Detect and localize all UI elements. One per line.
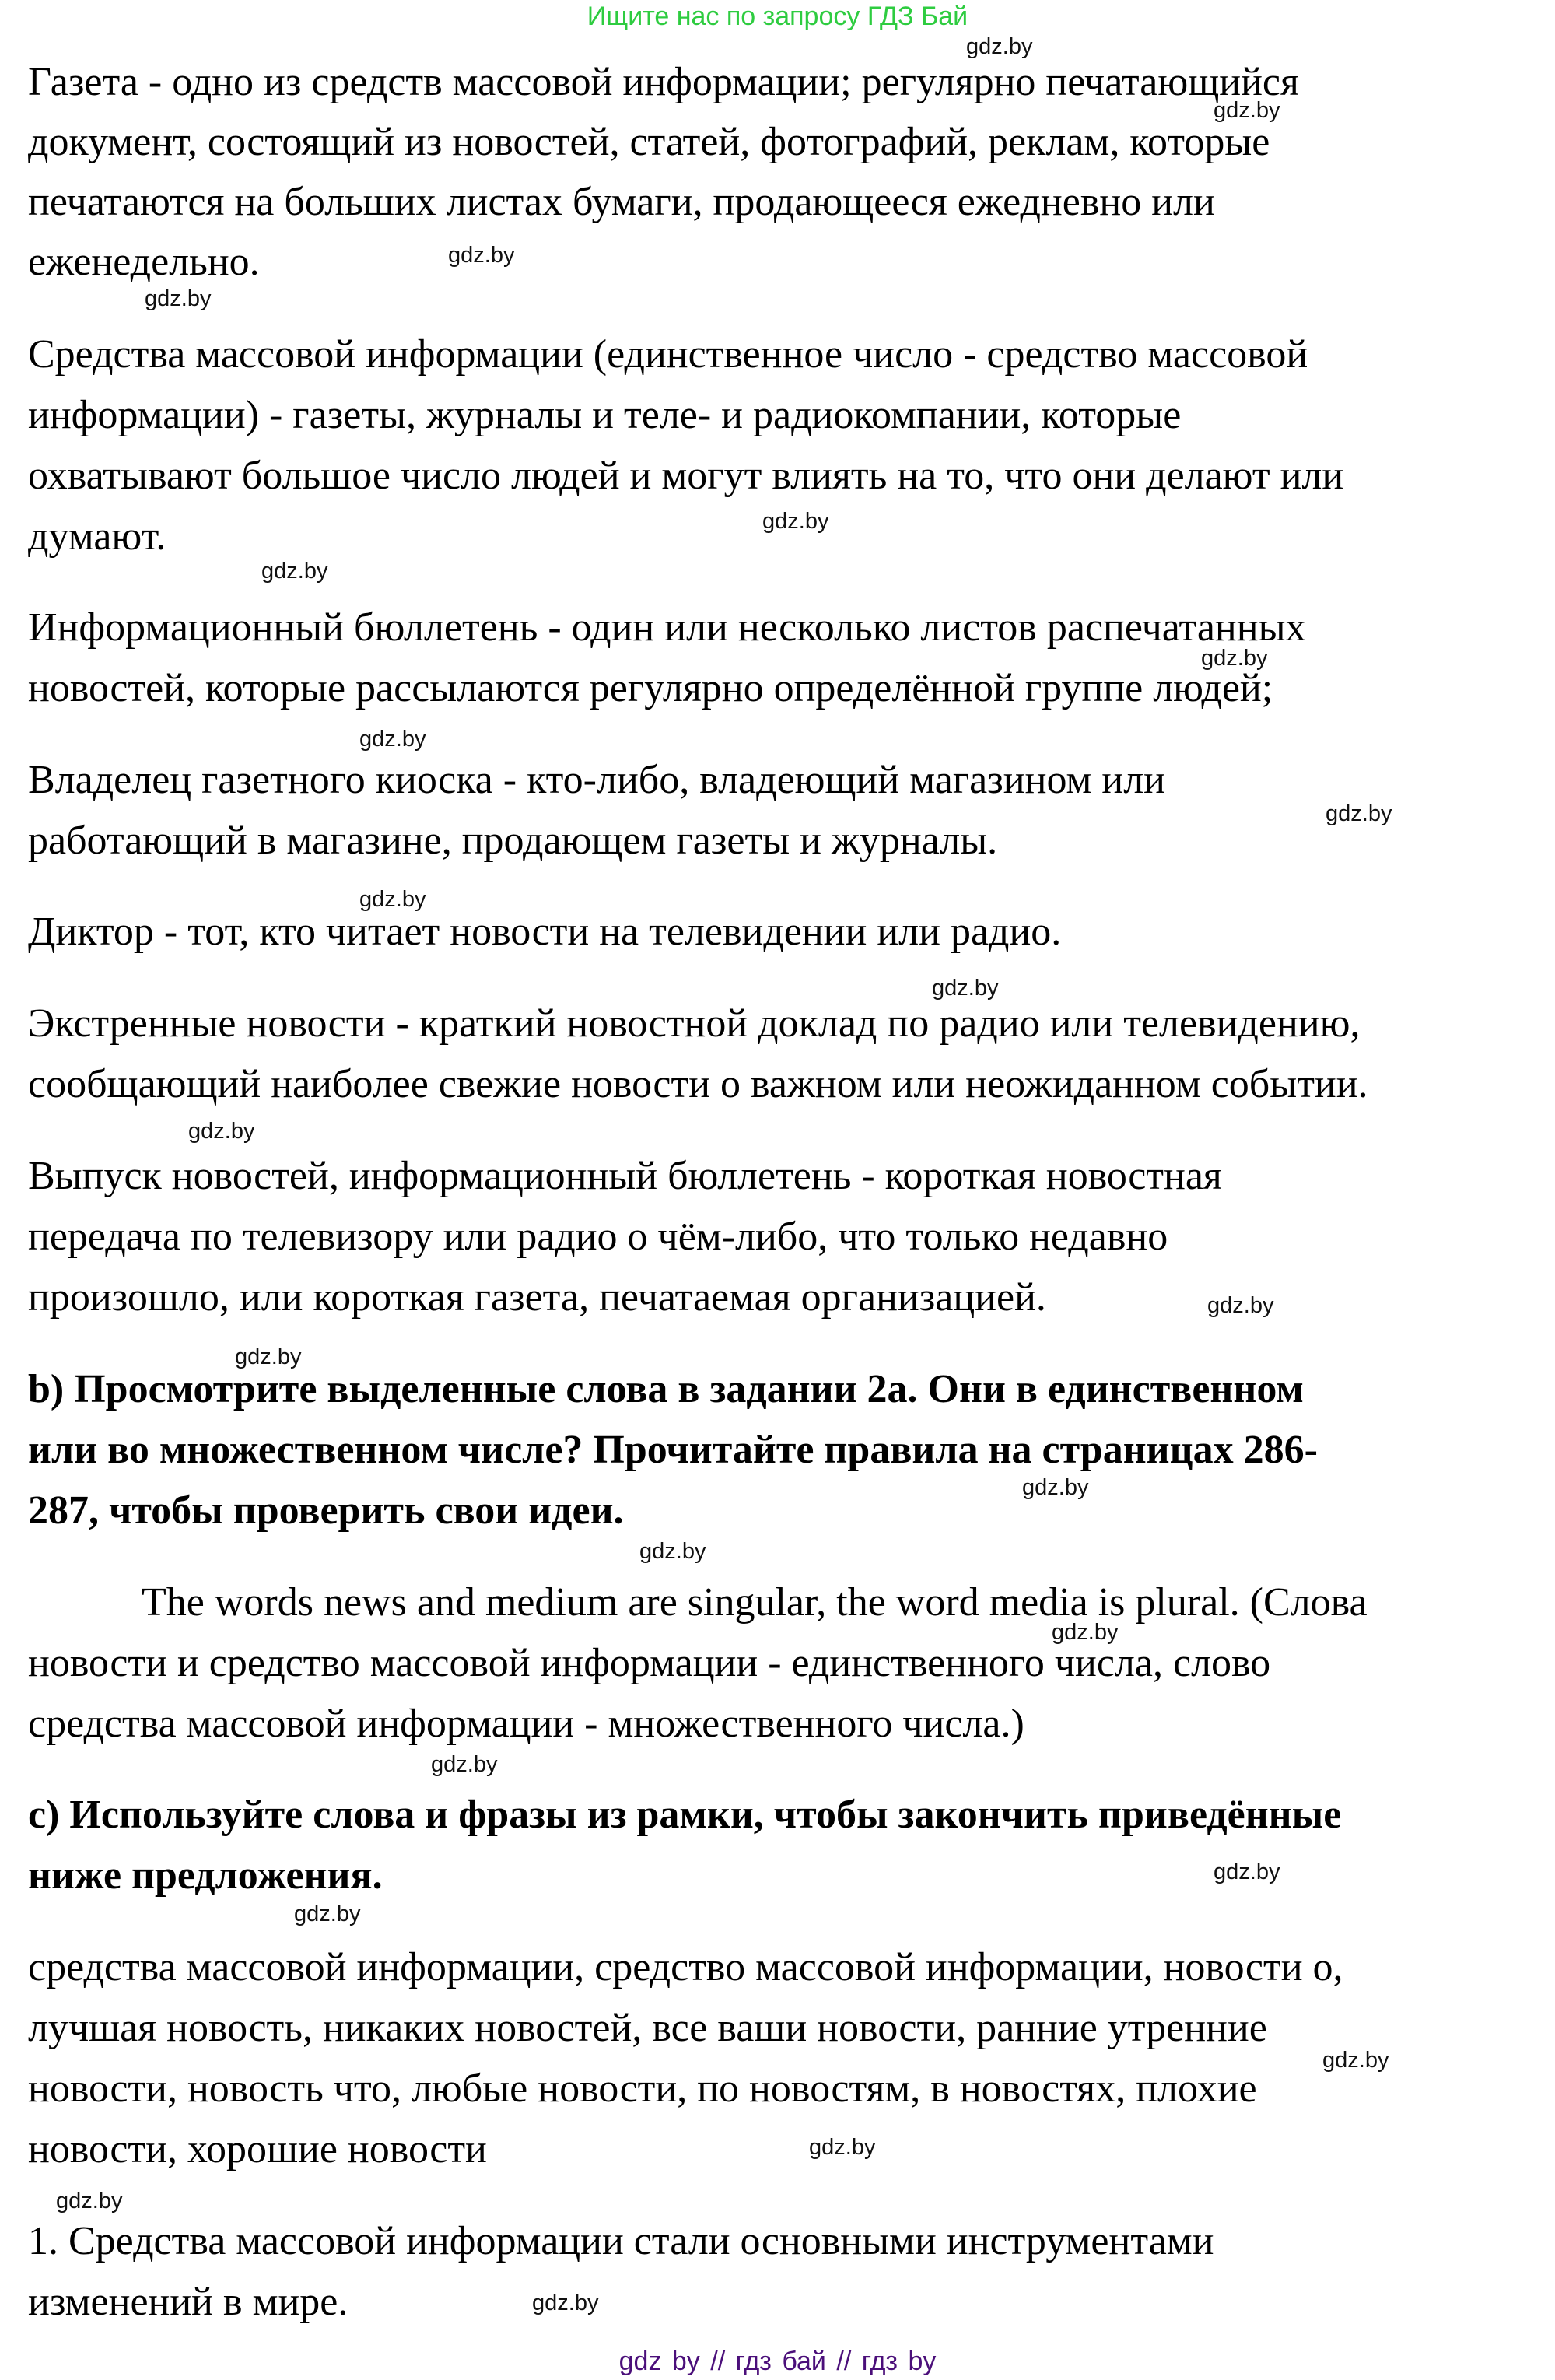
watermark: gdz.by — [1207, 1293, 1274, 1318]
watermark: gdz.by — [145, 286, 212, 311]
definition-newspaper-line-1: Газета - одно из средств массовой информации; регулярно печатающийся — [28, 60, 1299, 104]
definition-newsagent-line-1: Владелец газетного киоска - кто-либо, владеющий магазином или — [28, 758, 1165, 802]
definition-newspaper-line-3: печатаются на больших листах бумаги, продающееся ежедневно или — [28, 180, 1215, 224]
definition-newsreader-line-1: Диктор - тот, кто читает новости на телевидении или радио. — [28, 910, 1062, 954]
definition-newsflash-line-1: Экстренные новости - краткий новостной доклад по радио или телевидению, — [28, 1001, 1361, 1046]
word-box-line-4: новости, хорошие новости — [28, 2127, 487, 2171]
watermark: gdz.by — [762, 509, 829, 534]
answer-c-line-1: 1. Средства массовой информации стали основными инструментами — [28, 2219, 1214, 2263]
definition-media-line-4: думают. — [28, 514, 166, 559]
definition-media-line-1: Средства массовой информации (единственное число - средство массовой — [28, 332, 1308, 377]
answer-c-line-2: изменений в мире. — [28, 2280, 348, 2324]
task-b-heading-line-1: b) Просмотрите выделенные слова в задании 2а. Они в единственном — [28, 1367, 1304, 1411]
definition-newsletter-line-2: новостей, которые рассылаются регулярно определённой группе людей; — [28, 666, 1273, 710]
watermark: gdz.by — [809, 2135, 876, 2160]
definition-newspaper-line-4: еженедельно. — [28, 240, 260, 284]
task-b-heading-line-3: 287, чтобы проверить свои идеи. — [28, 1488, 624, 1533]
definition-news-bulletin-line-1: Выпуск новостей, информационный бюллетень - короткая новостная — [28, 1154, 1222, 1198]
task-c-heading-line-2: ниже предложения. — [28, 1853, 383, 1898]
watermark: gdz.by — [1214, 98, 1280, 123]
watermark: gdz.by — [235, 1344, 302, 1369]
answer-b-line-2: новости и средство массовой информации - единственного числа, слово — [28, 1641, 1271, 1685]
watermark: gdz.by — [1201, 646, 1268, 671]
site-footer: gdz by // гдз бай // гдз by — [618, 2347, 937, 2376]
watermark: gdz.by — [448, 243, 515, 268]
word-box-line-3: новости, новость что, любые новости, по новостям, в новостях, плохие — [28, 2066, 1257, 2111]
watermark: gdz.by — [294, 1902, 361, 1926]
word-box-line-2: лучшая новость, никаких новостей, все ваши новости, ранние утренние — [28, 2006, 1267, 2050]
watermark: gdz.by — [261, 559, 328, 584]
watermark: gdz.by — [1322, 2048, 1389, 2073]
watermark: gdz.by — [56, 2189, 123, 2214]
definition-news-bulletin-line-3: произошло, или короткая газета, печатаемая организацией. — [28, 1275, 1046, 1320]
definition-media-line-3: охватывают большое число людей и могут влиять на то, что они делают или — [28, 454, 1344, 498]
definition-newsagent-line-2: работающий в магазине, продающем газеты и журналы. — [28, 818, 998, 863]
watermark: gdz.by — [639, 1539, 706, 1564]
watermark: gdz.by — [532, 2291, 599, 2315]
word-box-line-1: средства массовой информации, средство массовой информации, новости о, — [28, 1945, 1343, 1989]
watermark: gdz.by — [359, 887, 426, 912]
definition-newsletter-line-1: Информационный бюллетень - один или несколько листов распечатанных — [28, 605, 1306, 650]
definition-media-line-2: информации) - газеты, журналы и теле- и радиокомпании, которые — [28, 393, 1182, 437]
watermark: gdz.by — [1326, 801, 1392, 826]
answer-b-line-3: средства массовой информации - множественного числа.) — [28, 1702, 1024, 1746]
watermark: gdz.by — [359, 727, 426, 752]
watermark: gdz.by — [932, 976, 999, 1001]
search-banner: Ищите нас по запросу ГДЗ Бай — [587, 2, 968, 31]
definition-newspaper-line-2: документ, состоящий из новостей, статей, фотографий, реклам, которые — [28, 120, 1270, 164]
task-b-heading-line-2: или во множественном числе? Прочитайте правила на страницах 286- — [28, 1428, 1318, 1472]
watermark: gdz.by — [188, 1119, 255, 1144]
watermark: gdz.by — [1214, 1859, 1280, 1884]
definition-news-bulletin-line-2: передача по телевизору или радио о чём-либо, что только недавно — [28, 1215, 1168, 1259]
task-c-heading-line-1: c) Используйте слова и фразы из рамки, чтобы закончить приведённые — [28, 1793, 1342, 1837]
watermark: gdz.by — [966, 34, 1033, 59]
watermark: gdz.by — [431, 1752, 498, 1777]
watermark: gdz.by — [1052, 1620, 1119, 1645]
watermark: gdz.by — [1022, 1475, 1089, 1500]
answer-b-line-1: The words news and medium are singular, the word media is plural. (Слова — [142, 1580, 1368, 1625]
definition-newsflash-line-2: сообщающий наиболее свежие новости о важном или неожиданном событии. — [28, 1062, 1368, 1106]
